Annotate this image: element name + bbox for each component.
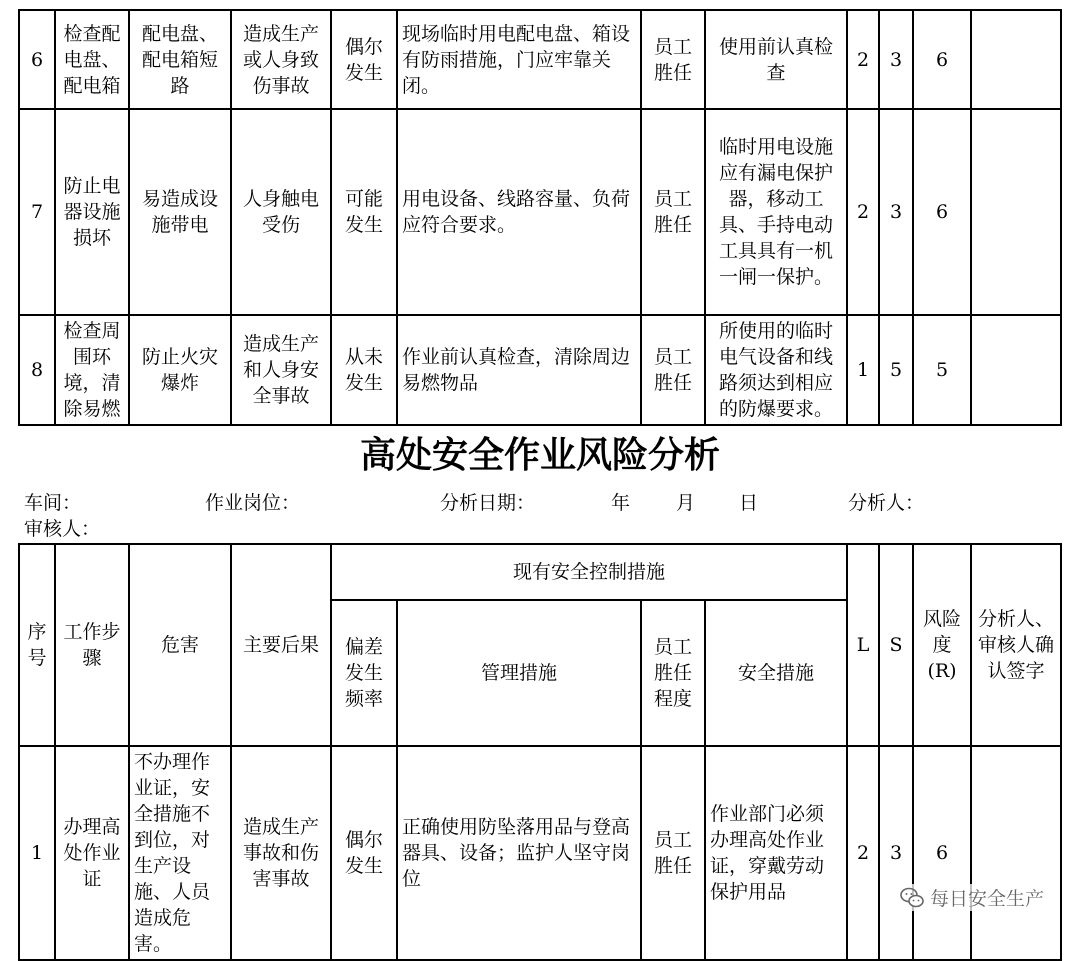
header-sign: 分析人、审核人确认签字 xyxy=(971,544,1061,746)
table-row xyxy=(19,746,1061,960)
s-value: 5 xyxy=(879,315,913,425)
page-title: 高处安全作业风险分析 xyxy=(359,435,720,476)
management-measures: 用电设备、线路容量、负荷应符合要求。 xyxy=(397,109,641,315)
row-number: 7 xyxy=(19,109,55,315)
top-risk-table xyxy=(18,9,1062,426)
consequence: 造成生产事故和伤害事故 xyxy=(231,746,331,960)
row-number: 1 xyxy=(19,746,55,960)
s-value: 3 xyxy=(879,746,913,960)
competence: 员工胜任 xyxy=(641,10,705,109)
date-label: 分析日期： xyxy=(440,492,536,514)
day-label: 日 xyxy=(739,492,759,514)
work-step: 办理高处作业证 xyxy=(55,746,129,960)
row-number: 8 xyxy=(19,315,55,425)
table-row xyxy=(19,10,1061,109)
work-step: 检查配电盘、配电箱 xyxy=(55,10,129,109)
s-value: 3 xyxy=(879,109,913,315)
consequence: 造成生产或人身致伤事故 xyxy=(231,10,331,109)
l-value: 2 xyxy=(847,746,879,960)
month-label: 月 xyxy=(676,492,696,514)
row-number: 6 xyxy=(19,10,55,109)
r-value: 6 xyxy=(913,746,971,960)
header-r: 风险度(R) xyxy=(913,544,971,746)
signature-cell xyxy=(971,315,1061,425)
hazard: 防止火灾爆炸 xyxy=(129,315,231,425)
signature-cell xyxy=(971,10,1061,109)
management-measures: 作业前认真检查，清除周边易燃物品 xyxy=(397,315,641,425)
hazard: 易造成设施带电 xyxy=(129,109,231,315)
wechat-icon xyxy=(900,887,924,909)
header-hazard: 危害 xyxy=(129,544,231,746)
year-label: 年 xyxy=(611,492,631,514)
header-controls: 现有安全控制措施 xyxy=(331,544,847,600)
management-measures: 现场临时用电配电盘、箱设有防雨措施，门应牢靠关闭。 xyxy=(397,10,641,109)
post-label: 作业岗位： xyxy=(205,492,301,514)
frequency: 偶尔发生 xyxy=(331,10,397,109)
header-step: 工作步骤 xyxy=(55,544,129,746)
safety-measures: 所使用的临时电气设备和线路须达到相应的防爆要求。 xyxy=(705,315,847,425)
safety-measures: 临时用电设施应有漏电保护器，移动工具、手持电动工具具有一机一闸一保护。 xyxy=(705,109,847,315)
signature-cell xyxy=(971,746,1061,960)
header-no: 序号 xyxy=(19,544,55,746)
header-comp: 员工胜任程度 xyxy=(641,600,705,746)
s-value: 3 xyxy=(879,10,913,109)
watermark xyxy=(898,884,1046,911)
header-freq: 偏差发生频率 xyxy=(331,600,397,746)
l-value: 2 xyxy=(847,10,879,109)
analyst-label: 分析人： xyxy=(848,492,925,514)
watermark-text: 每日安全生产 xyxy=(929,888,1044,910)
header-safety: 安全措施 xyxy=(705,600,847,746)
r-value: 6 xyxy=(913,109,971,315)
consequence: 人身触电受伤 xyxy=(231,109,331,315)
competence: 员工胜任 xyxy=(641,109,705,315)
table-row xyxy=(19,109,1061,315)
r-value: 5 xyxy=(913,315,971,425)
header-row xyxy=(19,544,1061,600)
work-step: 检查周围环境，清除易燃 xyxy=(55,315,129,425)
header-consequence: 主要后果 xyxy=(231,544,331,746)
table-row xyxy=(19,315,1061,425)
hazard: 配电盘、配电箱短路 xyxy=(129,10,231,109)
competence: 员工胜任 xyxy=(641,746,705,960)
consequence: 造成生产和人身安全事故 xyxy=(231,315,331,425)
header-mgmt: 管理措施 xyxy=(397,600,641,746)
header-s: S xyxy=(879,544,913,746)
work-step: 防止电器设施损坏 xyxy=(55,109,129,315)
management-measures: 正确使用防坠落用品与登高器具、设备；监护人坚守岗位 xyxy=(397,746,641,960)
frequency: 从未发生 xyxy=(331,315,397,425)
competence: 员工胜任 xyxy=(641,315,705,425)
hazard: 不办理作业证，安全措施不到位，对生产设施、人员造成危害。 xyxy=(129,746,231,960)
reviewer-label: 审核人： xyxy=(24,518,101,540)
frequency: 偶尔发生 xyxy=(331,746,397,960)
frequency: 可能发生 xyxy=(331,109,397,315)
safety-measures: 作业部门必须办理高处作业证，穿戴劳动保护用品 xyxy=(705,746,847,960)
header-l: L xyxy=(847,544,879,746)
workshop-label: 车间： xyxy=(24,492,82,514)
signature-cell xyxy=(971,109,1061,315)
l-value: 2 xyxy=(847,109,879,315)
safety-measures: 使用前认真检查 xyxy=(705,10,847,109)
l-value: 1 xyxy=(847,315,879,425)
r-value: 6 xyxy=(913,10,971,109)
